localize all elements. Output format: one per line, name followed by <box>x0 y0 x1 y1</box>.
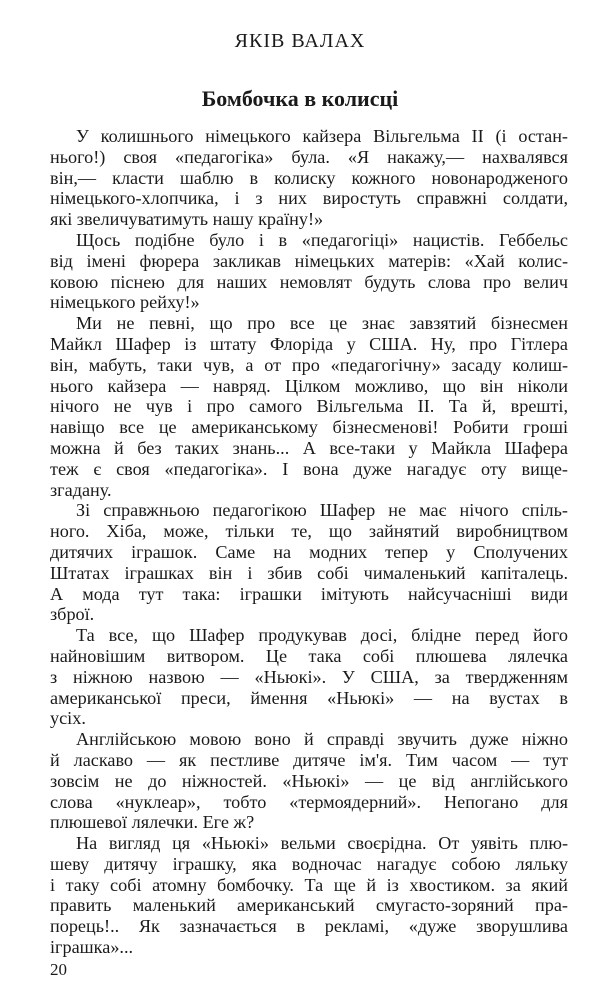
text-line: Зі справжньою педагогікою Шафер не має нічого спіль- <box>76 500 568 521</box>
paragraph <box>50 833 568 958</box>
article-title: Бомбочка в колисці <box>201 86 399 111</box>
paragraph <box>50 126 568 230</box>
text-line: ного. Хіба, може, тільки те, що зайнятий виробництвом <box>50 521 568 542</box>
text-line: На вигляд ця «Ньюкі» вельми своєрідна. От уявіть плю- <box>76 833 568 854</box>
paragraph <box>50 625 568 729</box>
text-line: іграшка»... <box>50 937 134 958</box>
text-line: Майкл Шафер із штату Флоріда у США. Ну, про Гітлера <box>50 333 568 354</box>
text-line: німецького рейху!» <box>50 292 200 313</box>
paragraph <box>50 313 568 500</box>
text-line: від імені фюрера закликав німецьких матерів: «Хай колис- <box>50 250 568 271</box>
text-line: Штатах іграшках він і збив собі чималенький капіталець. <box>50 562 568 583</box>
paragraph <box>50 500 568 625</box>
text-line: і таку собі атомну бомбочку. Та ще й із хвостиком. за який <box>50 874 568 895</box>
text-line: У колишнього німецького кайзера Вільгельма II (і остан- <box>76 126 568 146</box>
text-line: слова «нуклеар», тобто «термоядерний». Непогано для <box>50 791 568 812</box>
paragraph <box>50 230 568 313</box>
running-header-author: ЯКІВ ВАЛАХ <box>234 30 366 52</box>
text-line: з ніжною назвою — «Ньюкі». У США, за твердженням <box>50 666 568 687</box>
text-line: Англійською мовою воно й справді звучить дуже ніжно <box>76 729 568 750</box>
text-line: згадану. <box>50 479 112 500</box>
text-line: він,— класти шаблю в колиску кожного новонародженого <box>50 167 568 188</box>
text-line: він, мабуть, таки чув, а от про «педагогічну» засаду колиш- <box>50 354 568 375</box>
text-line: зброї. <box>50 604 95 625</box>
text-line: нього кайзера — навряд. Цілком можливо, що він ніколи <box>50 375 568 396</box>
text-line: ковою піснею для наших немовлят будуть слова про велич <box>50 271 568 292</box>
text-line: А мода тут така: іграшки імітують найсучасніші види <box>50 583 568 604</box>
text-line: теж є своя «педагогіка». І вона дуже нагадує оту вище- <box>50 458 568 479</box>
text-line: німецького-хлопчика, і з них виростуть справжні солдати, <box>50 188 568 209</box>
article-body <box>50 126 568 958</box>
text-line: навіщо все це американському бізнесменові! Робити гроші <box>50 417 568 438</box>
text-line: нічого не чув і про самого Вільгельма II. Та й, врешті, <box>50 396 568 417</box>
text-line: Та все, що Шафер продукував досі, блідне перед його <box>76 625 568 646</box>
text-line: зовсім не до ніжностей. «Ньюкі» — це від англійського <box>50 770 568 791</box>
paragraph <box>50 729 568 833</box>
text-line: американської преси, ймення «Ньюкі» — на вустах в <box>50 687 568 708</box>
text-line: й ласкаво — як пестливе дитяче ім'я. Тим часом — тут <box>50 749 568 770</box>
text-line: Щось подібне було і в «педагогіці» нацистів. Геббельс <box>76 229 568 250</box>
page-number: 20 <box>50 960 67 979</box>
text-line: усіх. <box>50 708 86 729</box>
text-line: нього!) своя «педагогіка» була. «Я накажу,— нахвалявся <box>50 146 568 167</box>
text-line: шеву дитячу іграшку, яка водночас нагадує собою ляльку <box>50 853 568 874</box>
text-line: які звеличуватимуть нашу країну!» <box>50 209 324 230</box>
text-line: можна й без таких знань... А все-таки у Майкла Шафера <box>50 437 568 458</box>
text-line: порець!.. Як зазначається в рекламі, «дуже зворушлива <box>50 916 568 937</box>
text-line: найновішим витвором. Це така собі плюшева лялечка <box>50 645 568 666</box>
text-line: дитячих іграшок. Саме на модних тепер у Сполучених <box>50 541 568 562</box>
text-line: править маленький американський смугасто-зоряний пра- <box>50 895 568 916</box>
text-line: плюшевої лялечки. Еге ж? <box>50 812 255 833</box>
text-line: Ми не певні, що про все це знає завзятий бізнесмен <box>76 313 568 334</box>
